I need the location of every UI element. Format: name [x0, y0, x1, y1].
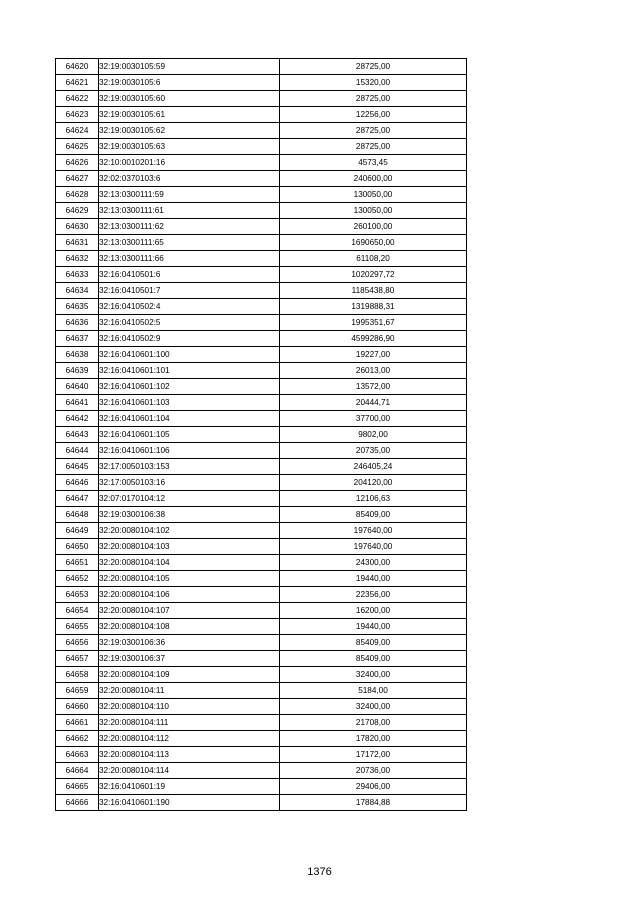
table-body [56, 59, 467, 811]
table-row [56, 155, 467, 171]
cadastral-number-cell: 32:20:0080104:110 [99, 699, 280, 715]
cadastral-number-cell: 32:20:0080104:11 [99, 683, 280, 699]
cadastral-number-cell: 32:16:0410601:102 [99, 379, 280, 395]
table-row [56, 379, 467, 395]
cadastral-value-cell: 4573,45 [280, 155, 467, 171]
cadastral-value-cell: 26013,00 [280, 363, 467, 379]
table-row [56, 91, 467, 107]
row-number-cell: 64626 [56, 155, 99, 171]
cadastral-value-cell: 28725,00 [280, 139, 467, 155]
cadastral-number-cell: 32:16:0410502:4 [99, 299, 280, 315]
row-number-cell: 64630 [56, 219, 99, 235]
row-number-cell: 64625 [56, 139, 99, 155]
cadastral-value-cell: 9802,00 [280, 427, 467, 443]
cadastral-value-cell: 19440,00 [280, 571, 467, 587]
cadastral-number-cell: 32:13:0300111:61 [99, 203, 280, 219]
cadastral-value-cell: 15320,00 [280, 75, 467, 91]
cadastral-value-cell: 85409,00 [280, 507, 467, 523]
cadastral-value-cell: 17172,00 [280, 747, 467, 763]
table-row [56, 203, 467, 219]
row-number-cell: 64638 [56, 347, 99, 363]
cadastral-value-cell: 4599286,90 [280, 331, 467, 347]
cadastral-number-cell: 32:20:0080104:108 [99, 619, 280, 635]
row-number-cell: 64644 [56, 443, 99, 459]
cadastral-value-cell: 260100,00 [280, 219, 467, 235]
table-row [56, 475, 467, 491]
row-number-cell: 64641 [56, 395, 99, 411]
table-row [56, 587, 467, 603]
cadastral-value-cell: 85409,00 [280, 651, 467, 667]
cadastral-value-cell: 12106,63 [280, 491, 467, 507]
cadastral-number-cell: 32:16:0410601:19 [99, 779, 280, 795]
table-row [56, 699, 467, 715]
row-number-cell: 64646 [56, 475, 99, 491]
table-row [56, 315, 467, 331]
cadastral-number-cell: 32:19:0300106:36 [99, 635, 280, 651]
cadastral-value-cell: 246405,24 [280, 459, 467, 475]
row-number-cell: 64632 [56, 251, 99, 267]
table-row [56, 299, 467, 315]
cadastral-number-cell: 32:02:0370103:6 [99, 171, 280, 187]
table-row [56, 619, 467, 635]
table-row [56, 683, 467, 699]
row-number-cell: 64628 [56, 187, 99, 203]
cadastral-number-cell: 32:20:0080104:104 [99, 555, 280, 571]
table-row [56, 139, 467, 155]
table-row [56, 747, 467, 763]
cadastral-value-cell: 240600,00 [280, 171, 467, 187]
row-number-cell: 64650 [56, 539, 99, 555]
table-row [56, 635, 467, 651]
cadastral-number-cell: 32:13:0300111:65 [99, 235, 280, 251]
cadastral-value-cell: 17820,00 [280, 731, 467, 747]
page-number: 1376 [307, 866, 332, 878]
cadastral-number-cell: 32:16:0410601:190 [99, 795, 280, 811]
cadastral-number-cell: 32:07:0170104:12 [99, 491, 280, 507]
row-number-cell: 64624 [56, 123, 99, 139]
table-row [56, 443, 467, 459]
table-row [56, 251, 467, 267]
row-number-cell: 64662 [56, 731, 99, 747]
cadastral-value-cell: 130050,00 [280, 203, 467, 219]
cadastral-number-cell: 32:16:0410501:6 [99, 267, 280, 283]
table-row [56, 571, 467, 587]
cadastral-value-cell: 5184,00 [280, 683, 467, 699]
row-number-cell: 64631 [56, 235, 99, 251]
table-row [56, 507, 467, 523]
table-row [56, 795, 467, 811]
cadastral-value-cell: 1185438,80 [280, 283, 467, 299]
cadastral-value-cell: 130050,00 [280, 187, 467, 203]
cadastral-value-cell: 17884,88 [280, 795, 467, 811]
table-row [56, 731, 467, 747]
row-number-cell: 64663 [56, 747, 99, 763]
cadastral-number-cell: 32:16:0410601:100 [99, 347, 280, 363]
cadastral-value-cell: 1690650,00 [280, 235, 467, 251]
cadastral-value-cell: 24300,00 [280, 555, 467, 571]
row-number-cell: 64660 [56, 699, 99, 715]
table-row [56, 491, 467, 507]
cadastral-value-cell: 1020297,72 [280, 267, 467, 283]
row-number-cell: 64647 [56, 491, 99, 507]
row-number-cell: 64659 [56, 683, 99, 699]
row-number-cell: 64666 [56, 795, 99, 811]
cadastral-value-cell: 22356,00 [280, 587, 467, 603]
row-number-cell: 64654 [56, 603, 99, 619]
table-row [56, 539, 467, 555]
row-number-cell: 64635 [56, 299, 99, 315]
cadastral-number-cell: 32:17:0050103:153 [99, 459, 280, 475]
table-row [56, 267, 467, 283]
row-number-cell: 64621 [56, 75, 99, 91]
cadastral-value-cell: 61108,20 [280, 251, 467, 267]
cadastral-number-cell: 32:13:0300111:62 [99, 219, 280, 235]
cadastral-value-cell: 204120,00 [280, 475, 467, 491]
row-number-cell: 64633 [56, 267, 99, 283]
row-number-cell: 64664 [56, 763, 99, 779]
cadastral-number-cell: 32:20:0080104:103 [99, 539, 280, 555]
table-row [56, 411, 467, 427]
cadastral-value-cell: 197640,00 [280, 523, 467, 539]
row-number-cell: 64620 [56, 59, 99, 75]
table-row [56, 603, 467, 619]
row-number-cell: 64656 [56, 635, 99, 651]
table-row [56, 171, 467, 187]
table-row [56, 235, 467, 251]
cadastral-number-cell: 32:20:0080104:107 [99, 603, 280, 619]
row-number-cell: 64665 [56, 779, 99, 795]
cadastral-number-cell: 32:19:0030105:63 [99, 139, 280, 155]
row-number-cell: 64648 [56, 507, 99, 523]
cadastral-number-cell: 32:20:0080104:102 [99, 523, 280, 539]
table-row [56, 219, 467, 235]
cadastral-value-cell: 28725,00 [280, 91, 467, 107]
cadastral-value-cell: 20444,71 [280, 395, 467, 411]
cadastral-value-cell: 28725,00 [280, 123, 467, 139]
cadastral-value-cell: 16200,00 [280, 603, 467, 619]
table-row [56, 395, 467, 411]
row-number-cell: 64634 [56, 283, 99, 299]
cadastral-number-cell: 32:10:0010201:16 [99, 155, 280, 171]
cadastral-value-cell: 20736,00 [280, 763, 467, 779]
cadastral-value-table [55, 58, 467, 811]
cadastral-value-cell: 29406,00 [280, 779, 467, 795]
table-row [56, 107, 467, 123]
row-number-cell: 64652 [56, 571, 99, 587]
row-number-cell: 64649 [56, 523, 99, 539]
cadastral-number-cell: 32:16:0410601:103 [99, 395, 280, 411]
cadastral-value-cell: 1319888,31 [280, 299, 467, 315]
cadastral-number-cell: 32:20:0080104:114 [99, 763, 280, 779]
table-row [56, 555, 467, 571]
cadastral-number-cell: 32:16:0410601:105 [99, 427, 280, 443]
row-number-cell: 64627 [56, 171, 99, 187]
cadastral-number-cell: 32:19:0030105:60 [99, 91, 280, 107]
cadastral-number-cell: 32:19:0030105:61 [99, 107, 280, 123]
cadastral-number-cell: 32:17:0050103:16 [99, 475, 280, 491]
row-number-cell: 64643 [56, 427, 99, 443]
cadastral-number-cell: 32:19:0030105:6 [99, 75, 280, 91]
cadastral-number-cell: 32:20:0080104:109 [99, 667, 280, 683]
cadastral-number-cell: 32:20:0080104:105 [99, 571, 280, 587]
row-number-cell: 64653 [56, 587, 99, 603]
row-number-cell: 64655 [56, 619, 99, 635]
cadastral-value-cell: 28725,00 [280, 59, 467, 75]
row-number-cell: 64657 [56, 651, 99, 667]
cadastral-number-cell: 32:16:0410502:9 [99, 331, 280, 347]
row-number-cell: 64642 [56, 411, 99, 427]
row-number-cell: 64658 [56, 667, 99, 683]
cadastral-value-cell: 1995351,67 [280, 315, 467, 331]
cadastral-number-cell: 32:20:0080104:113 [99, 747, 280, 763]
table-row [56, 651, 467, 667]
cadastral-number-cell: 32:16:0410601:101 [99, 363, 280, 379]
cadastral-value-cell: 21708,00 [280, 715, 467, 731]
row-number-cell: 64629 [56, 203, 99, 219]
cadastral-value-cell: 85409,00 [280, 635, 467, 651]
table-row [56, 75, 467, 91]
row-number-cell: 64623 [56, 107, 99, 123]
table-row [56, 427, 467, 443]
cadastral-value-cell: 32400,00 [280, 667, 467, 683]
table-row [56, 59, 467, 75]
row-number-cell: 64622 [56, 91, 99, 107]
cadastral-value-cell: 32400,00 [280, 699, 467, 715]
cadastral-number-cell: 32:16:0410601:104 [99, 411, 280, 427]
cadastral-number-cell: 32:20:0080104:111 [99, 715, 280, 731]
cadastral-value-cell: 197640,00 [280, 539, 467, 555]
table-row [56, 331, 467, 347]
row-number-cell: 64645 [56, 459, 99, 475]
cadastral-number-cell: 32:13:0300111:66 [99, 251, 280, 267]
cadastral-value-cell: 19227,00 [280, 347, 467, 363]
row-number-cell: 64639 [56, 363, 99, 379]
cadastral-value-cell: 13572,00 [280, 379, 467, 395]
row-number-cell: 64636 [56, 315, 99, 331]
row-number-cell: 64661 [56, 715, 99, 731]
table-row [56, 459, 467, 475]
table-row [56, 779, 467, 795]
row-number-cell: 64637 [56, 331, 99, 347]
table-row [56, 123, 467, 139]
cadastral-number-cell: 32:16:0410502:5 [99, 315, 280, 331]
table-row [56, 715, 467, 731]
cadastral-value-cell: 20735,00 [280, 443, 467, 459]
cadastral-number-cell: 32:20:0080104:112 [99, 731, 280, 747]
table-row [56, 363, 467, 379]
cadastral-number-cell: 32:19:0030105:59 [99, 59, 280, 75]
cadastral-value-cell: 37700,00 [280, 411, 467, 427]
row-number-cell: 64640 [56, 379, 99, 395]
table-row [56, 667, 467, 683]
cadastral-number-cell: 32:16:0410601:106 [99, 443, 280, 459]
row-number-cell: 64651 [56, 555, 99, 571]
cadastral-number-cell: 32:19:0300106:38 [99, 507, 280, 523]
table-row [56, 283, 467, 299]
table-row [56, 347, 467, 363]
cadastral-number-cell: 32:16:0410501:7 [99, 283, 280, 299]
cadastral-number-cell: 32:19:0030105:62 [99, 123, 280, 139]
cadastral-number-cell: 32:20:0080104:106 [99, 587, 280, 603]
cadastral-value-cell: 19440,00 [280, 619, 467, 635]
table-row [56, 523, 467, 539]
table-row [56, 187, 467, 203]
cadastral-number-cell: 32:19:0300106:37 [99, 651, 280, 667]
cadastral-number-cell: 32:13:0300111:59 [99, 187, 280, 203]
table-row [56, 763, 467, 779]
cadastral-value-cell: 12256,00 [280, 107, 467, 123]
